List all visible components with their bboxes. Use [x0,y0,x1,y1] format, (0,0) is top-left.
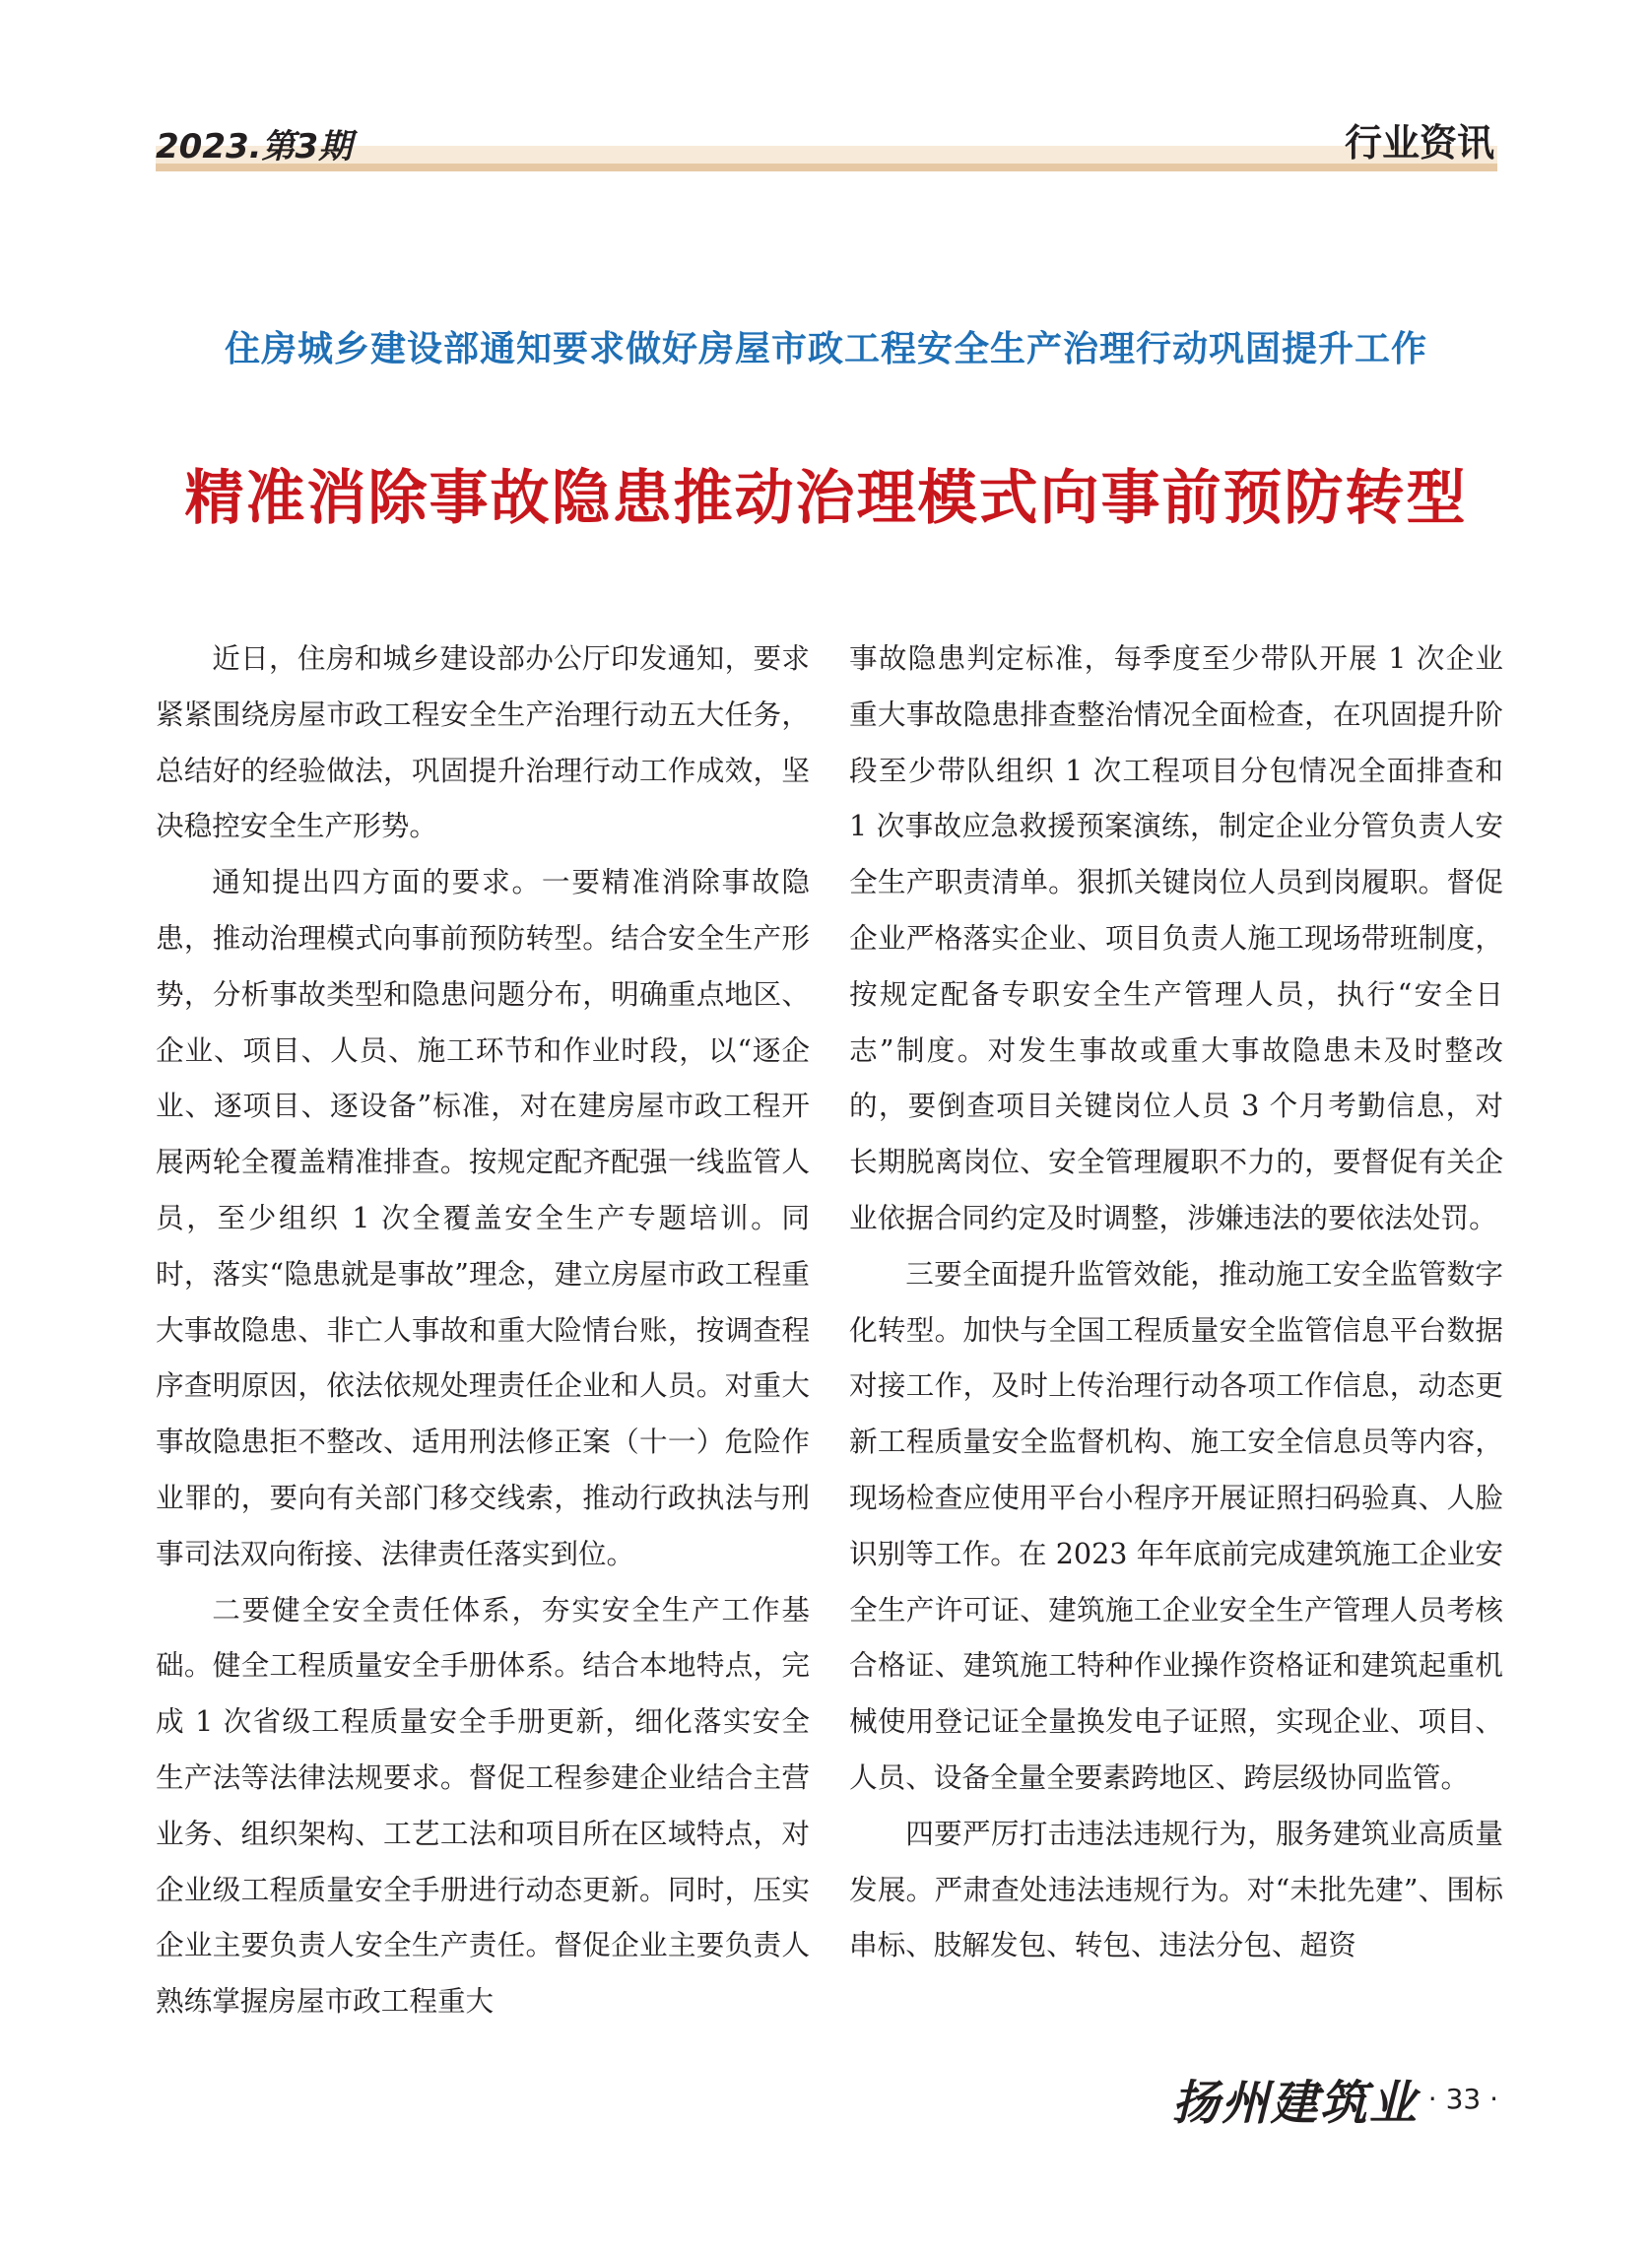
section-label: 行业资讯 [1344,121,1494,165]
issue-label: 2023.第3期 [156,127,353,166]
paragraph: 近日，住房和城乡建设部办公厅印发通知，要求紧紧围绕房屋市政工程安全生产治理行动五大任务，总结好的经验做法，巩固提升治理行动工作成效，坚决稳控安全生产形势。 [156,641,810,843]
article-subtitle: 住房城乡建设部通知要求做好房屋市政工程安全生产治理行动巩固提升工作 [224,329,1427,369]
paragraph: 三要全面提升监管效能，推动施工安全监管数字化转型。加快与全国工程质量安全监管信息平台数据对接工作，及时上传治理行动各项工作信息，动态更新工程质量安全监督机构、施工安全信息员等内容，现场检查应使用平台小程序开展证照扫码验真、人脸识别等工作。在 2023 年年底前完成建筑施工企业安全生产许可证、建筑施工企业安全生产管理人员考核合格证、建筑施工特种作业操作资格证和建筑起重机械使用登记证全量换发电子证照，实现企业、项目、人员、设备全量全要素跨地区、跨层级协同监管。 [849,1256,1503,1794]
right-column [849,631,1503,1973]
magazine-logo: 扬州建筑业 [1171,2075,1419,2131]
paragraph: 四要严厉打击违法违规行为，服务建筑业高质量发展。严肃查处违法违规行为。对“未批先建”、围标串标、肢解发包、转包、违法分包、超资 [849,1816,1503,1962]
article-title: 精准消除事故隐患推动治理模式向事前预防转型 [184,464,1468,533]
left-column [156,631,810,2029]
paragraph: 二要健全安全责任体系，夯实安全生产工作基础。健全工程质量安全手册体系。结合本地特点，完成 1 次省级工程质量安全手册更新，细化落实安全生产法等法律法规要求。督促工程参建企业结合主营业务、组织架构、工艺工法和项目所在区域特点，对企业级工程质量安全手册进行动态更新。同时，压实企业主要负责人安全生产责任。督促企业主要负责人熟练掌握房屋市政工程重大 [156,1592,810,2019]
page-number: · 33 · [1427,2082,1498,2115]
paragraph: 通知提出四方面的要求。一要精准消除事故隐患，推动治理模式向事前预防转型。结合安全生产形势，分析事故类型和隐患问题分布，明确重点地区、企业、项目、人员、施工环节和作业时段，以“逐企业、逐项目、逐设备”标准，对在建房屋市政工程开展两轮全覆盖精准排查。按规定配齐配强一线监管人员，至少组织 1 次全覆盖安全生产专题培训。同时，落实“隐患就是事故”理念，建立房屋市政工程重大事故隐患、非亡人事故和重大险情台账，按调查程序查明原因，依法依规处理责任企业和人员。对重大事故隐患拒不整改、适用刑法修正案（十一）危险作业罪的，要向有关部门移交线索，推动行政执法与刑事司法双向衔接、法律责任落实到位。 [156,865,810,1570]
paragraph: 事故隐患判定标准，每季度至少带队开展 1 次企业重大事故隐患排查整治情况全面检查，在巩固提升阶段至少带队组织 1 次工程项目分包情况全面排查和 1 次事故应急救援预案演练，制定企业分管负责人安全生产职责清单。狠抓关键岗位人员到岗履职。督促企业严格落实企业、项目负责人施工现场带班制度，按规定配备专职安全生产管理人员，执行“安全日志”制度。对发生事故或重大事故隐患未及时整改的，要倒查项目关键岗位人员 3 个月考勤信息，对长期脱离岗位、安全管理履职不力的，要督促有关企业依据合同约定及时调整，涉嫌违法的要依法处罚。 [849,641,1503,1234]
page-footer [1171,2069,1498,2131]
